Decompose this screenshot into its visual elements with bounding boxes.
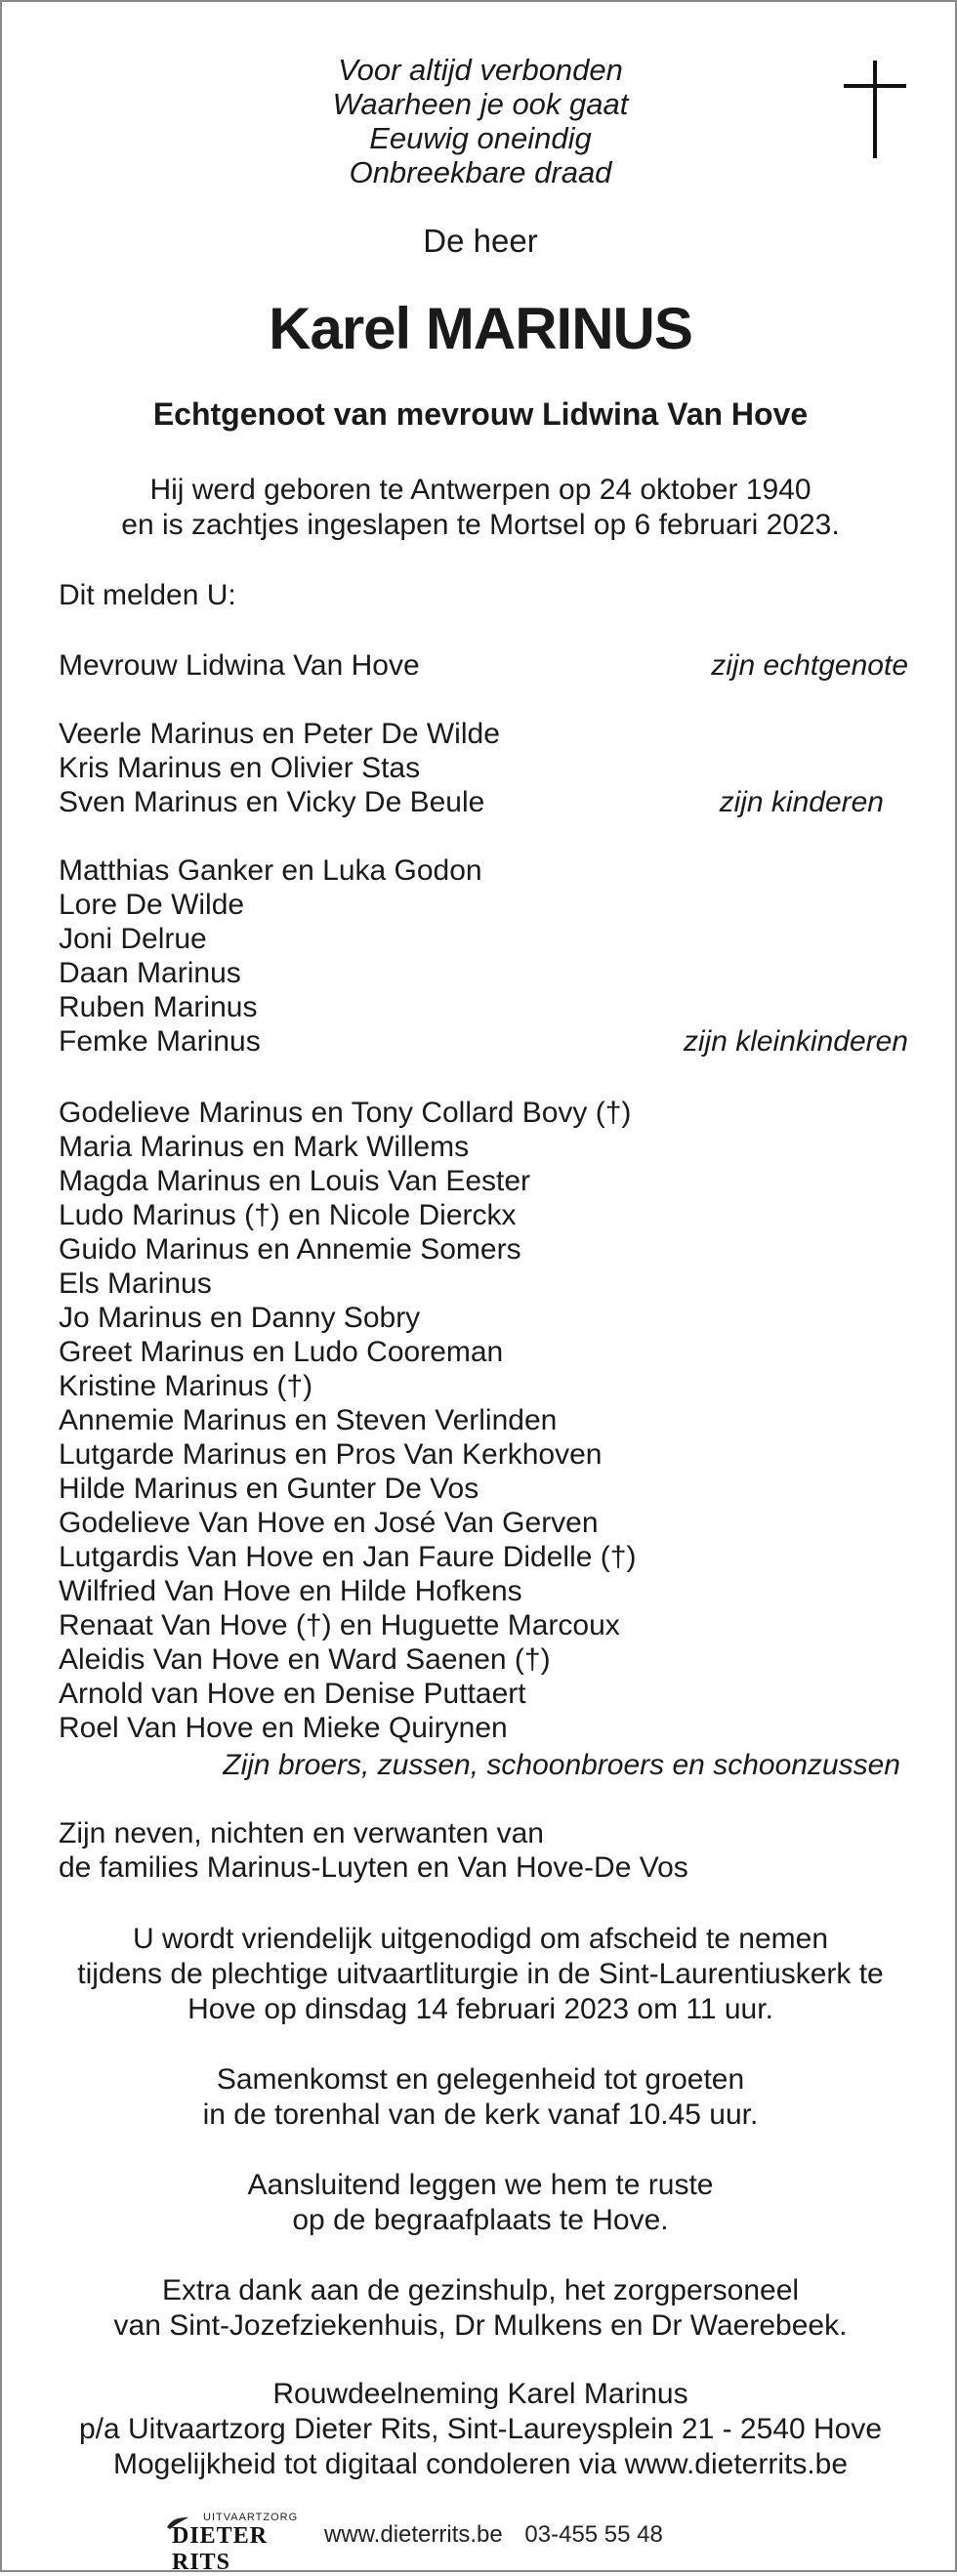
wife-name: Mevrouw Lidwina Van Hove bbox=[59, 649, 420, 682]
list-item: Wilfried Van Hove en Hilde Hofkens bbox=[59, 1575, 522, 1607]
list-item: Roel Van Hove en Mieke Quirynen bbox=[59, 1712, 508, 1744]
dieter-rits-logo bbox=[158, 2510, 314, 2575]
deceased-name: Karel MARINUS bbox=[269, 296, 692, 361]
poem-line: Voor altijd verbonden bbox=[338, 53, 623, 87]
birth-death-text: Hij werd geboren te Antwerpen op 24 oktober 1940 en is zachtjes ingeslapen te Mortsel op 6 februari 2023. bbox=[121, 474, 840, 541]
siblings-role: Zijn broers, zussen, schoonbroers en schoonzussen bbox=[223, 1749, 900, 1781]
list-item: Hilde Marinus en Gunter De Vos bbox=[59, 1473, 479, 1505]
list-item: Els Marinus bbox=[59, 1267, 212, 1300]
list-item: Lutgardis Van Hove en Jan Faure Didelle (†) bbox=[59, 1541, 637, 1573]
grandchildren-role: zijn kleinkinderen bbox=[683, 1025, 908, 1058]
list-item: Femke Marinus bbox=[59, 1025, 261, 1058]
list-item: Matthias Ganker en Luka Godon bbox=[59, 854, 482, 887]
list-item: Sven Marinus en Vicky De Beule bbox=[59, 786, 485, 818]
list-item: Annemie Marinus en Steven Verlinden bbox=[59, 1404, 558, 1436]
list-item: Ruben Marinus bbox=[59, 991, 258, 1023]
footer-contact bbox=[324, 2521, 679, 2549]
salutation: De heer bbox=[423, 223, 538, 259]
announce: Dit melden U: bbox=[59, 579, 236, 611]
list-item: Godelieve Van Hove en José Van Gerven bbox=[59, 1507, 599, 1539]
logo-tagline: UITVAARTZORG bbox=[203, 2512, 299, 2523]
list-item: Godelieve Marinus en Tony Collard Bovy (†) bbox=[59, 1097, 632, 1129]
children-role: zijn kinderen bbox=[719, 786, 884, 818]
list-item: Lutgarde Marinus en Pros Van Kerkhoven bbox=[59, 1438, 603, 1471]
spouse-line: Echtgenoot van mevrouw Lidwina Van Hove bbox=[152, 396, 809, 432]
cross-icon bbox=[844, 61, 906, 158]
list-item: Kris Marinus en Olivier Stas bbox=[59, 752, 421, 784]
poem bbox=[2, 53, 957, 189]
wife-role: zijn echtgenote bbox=[711, 649, 908, 682]
gathering-text: Samenkomst en gelegenheid tot groeten in de torenhal van de kerk vanaf 10.45 uur. bbox=[202, 2063, 759, 2131]
logo-name: DIETER RITS bbox=[172, 2523, 269, 2575]
list-item: Renaat Van Hove (†) en Huguette Marcoux bbox=[59, 1609, 620, 1641]
list-item: Guido Marinus en Annemie Somers bbox=[59, 1233, 521, 1266]
footer bbox=[2, 2502, 957, 2575]
phone-number: 03-455 55 48 bbox=[524, 2521, 663, 2548]
list-item: Jo Marinus en Danny Sobry bbox=[59, 1302, 421, 1334]
list-item: Ludo Marinus (†) en Nicole Dierckx bbox=[59, 1199, 517, 1231]
list-item: Veerle Marinus en Peter De Wilde bbox=[59, 718, 500, 750]
list-item: Aleidis Van Hove en Ward Saenen (†) bbox=[59, 1643, 551, 1676]
list-item: Lore De Wilde bbox=[59, 889, 245, 921]
poem-line: Waarheen je ook gaat bbox=[332, 87, 629, 121]
thanks-text: Extra dank aan de gezinshulp, het zorgpersoneel van Sint-Jozefziekenhuis, Dr Mulkens en Dr Waerebeek. bbox=[113, 2274, 848, 2342]
list-item: Joni Delrue bbox=[59, 923, 207, 955]
list-item: Arnold van Hove en Denise Puttaert bbox=[59, 1678, 526, 1710]
website-link[interactable]: www.dieterrits.be bbox=[324, 2521, 503, 2548]
list-item: Daan Marinus bbox=[59, 957, 241, 989]
list-item: Maria Marinus en Mark Willems bbox=[59, 1131, 470, 1163]
list-item: Magda Marinus en Louis Van Eester bbox=[59, 1165, 531, 1197]
list-item: Kristine Marinus (†) bbox=[59, 1370, 313, 1402]
poem-line: Onbreekbare draad bbox=[349, 155, 612, 189]
contact-text: Rouwdeelneming Karel Marinus p/a Uitvaartzorg Dieter Rits, Sint-Laureysplein 21 - 2540 Hove Mogelijkheid tot digitaal condoleren via www.dieterrits.be bbox=[78, 2378, 883, 2480]
poem-line: Eeuwig oneindig bbox=[369, 121, 592, 155]
relatives-text: Zijn neven, nichten en verwanten van de families Marinus-Luyten en Van Hove-De Vos bbox=[59, 1817, 688, 1884]
wife-row bbox=[59, 648, 908, 683]
list-item: Greet Marinus en Ludo Cooreman bbox=[59, 1336, 504, 1368]
invitation-text: U wordt vriendelijk uitgenodigd om afscheid te nemen tijdens de plechtige uitvaartliturgie in de Sint-Laurentiuskerk te Hove op dinsdag 14 februari 2023 om 11 uur. bbox=[77, 1923, 884, 2025]
children-list bbox=[59, 717, 908, 819]
grandchildren-list bbox=[59, 853, 908, 1059]
siblings-list bbox=[59, 1096, 908, 1745]
burial-text: Aansluitend leggen we hem te ruste op de begraafplaats te Hove. bbox=[247, 2169, 714, 2236]
